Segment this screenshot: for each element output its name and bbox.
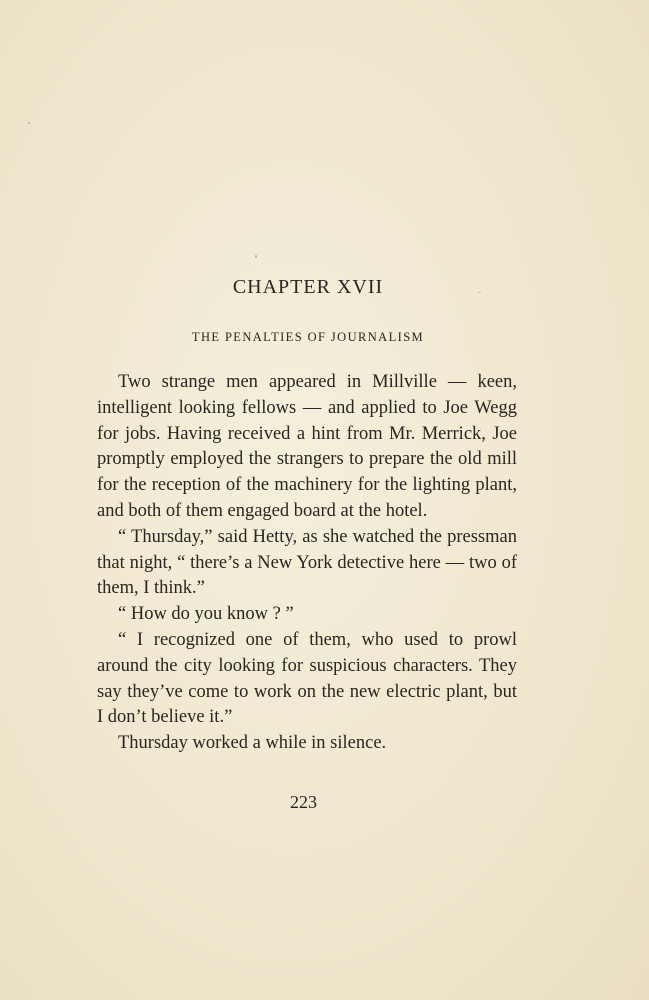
paper-speck (255, 255, 257, 258)
paragraph: “ How do you know ? ” (118, 604, 294, 625)
chapter-subtitle: THE PENALTIES OF JOURNALISM (191, 330, 425, 344)
paragraph: Two strange men appeared in Millville — keen, intelligent looking fellows — and applied to Joe Wegg for jobs. Having received a hint from Mr. Merrick, Joe promptly employed the strangers to prepare the old mill for the reception of the machinery for the lighting plant, and both of them engaged board at the hotel. (97, 372, 517, 521)
paragraph: “ I recognized one of them, who used to prowl around the city looking for suspicious characters. They say they’ve come to work on the new electric plant, but I don’t believe it.” (97, 629, 517, 728)
chapter-title: CHAPTER XVII (232, 276, 384, 298)
paragraph: “ Thursday,” said Hetty, as she watched the pressman that night, “ there’s a New York detective here — two of them, I think.” (97, 526, 517, 599)
body-text (97, 370, 517, 757)
page-number: 223 (290, 792, 317, 812)
paragraph: Thursday worked a while in silence. (118, 733, 387, 754)
paper-speck (28, 122, 30, 124)
